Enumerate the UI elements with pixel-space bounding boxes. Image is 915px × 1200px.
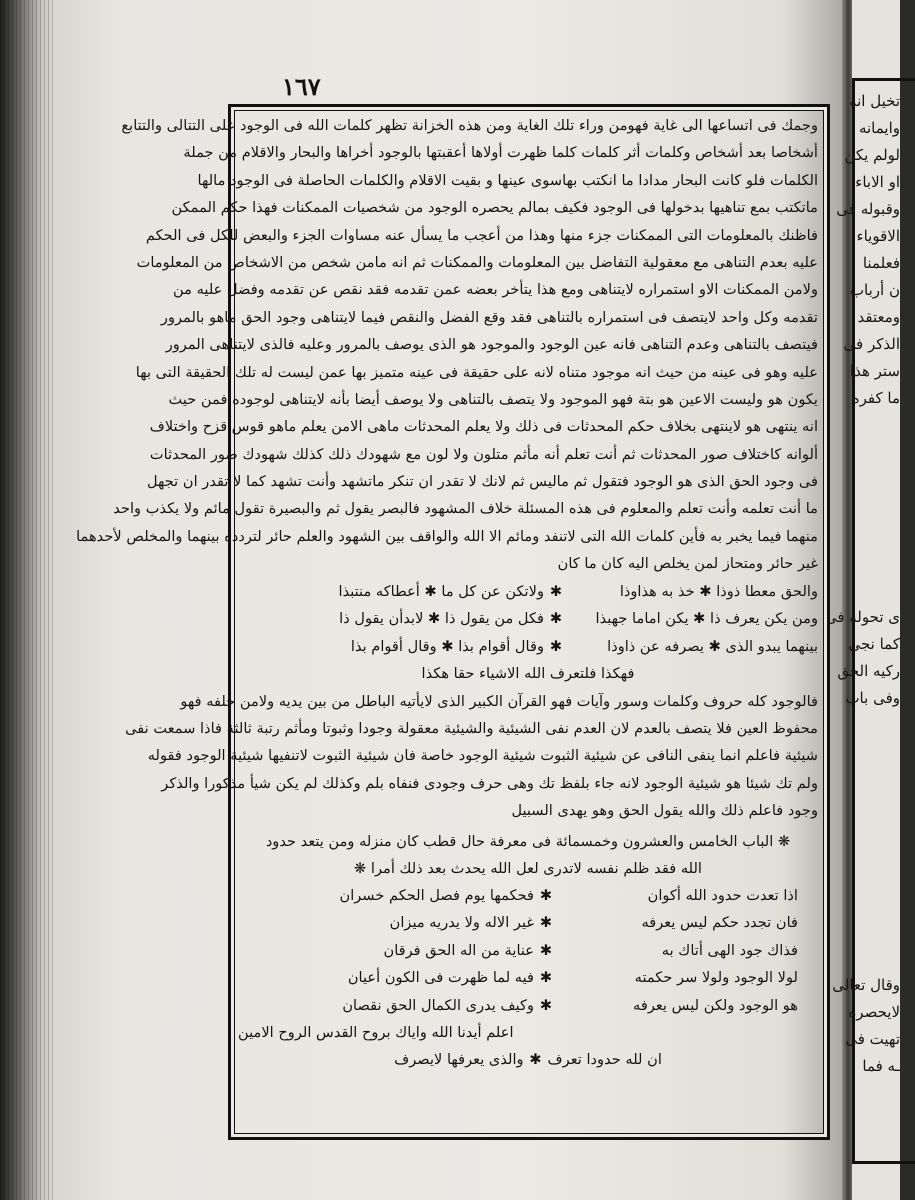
right-line: او الاباء [855, 173, 900, 191]
right-line: ن أرباب [849, 281, 900, 299]
text-line: فى وجود الحق الذى هو الوجود فتقول ثم ماليس ثم لانك لا تقدر ان تنكر ماتشهد وأنت تشهد كما لا تقدر ان تجهل [146, 473, 818, 491]
right-line: ـه فما [862, 1057, 900, 1075]
hemistich: فان تجدد حكم ليس يعرفه [641, 914, 798, 932]
right-line: الذكر فى [843, 335, 900, 353]
text-line: فاظنك بالمعلومات التى الممكنات جزء منها وهذا من أعجب ما يسأل عنه مساوات الجزء والبعض للكل فى الحكم [145, 226, 818, 244]
right-line: تهيت فى [845, 1030, 900, 1048]
hemistich: فكل من يقول ذا ✱ لابدأن يقول ذا [339, 610, 544, 628]
right-line: لولم يكن [844, 146, 900, 164]
verse-separator: ✱ [539, 996, 553, 1014]
hemistich: ومن يكن يعرف ذا ✱ يكن اماما جهبذا [595, 610, 818, 628]
hemistich: بينهما يبدو الذى ✱ يصرفه عن ذاوذا [607, 637, 818, 655]
chapter-heading-line: ❋ الباب الخامس والعشرون وخمسمائة فى معرفة حال قطب كان منزله ومن يتعد حدود [265, 832, 791, 850]
right-line: ستر هذا [849, 362, 900, 380]
hemistich: والذى يعرفها لايصرف [394, 1051, 524, 1069]
verse-row [238, 1046, 818, 1074]
text-line: غير حائر ومتحاز لمن يخلص اليه كان ما كان [557, 555, 818, 573]
verse-separator: ✱ [549, 637, 563, 655]
text-line: وجود فاعلم ذلك والله يقول الحق وهو يهدى السبيل [511, 802, 818, 820]
hemistich: فحكمها يوم فصل الحكم خسران [339, 886, 534, 904]
verse-row [238, 964, 798, 992]
verse-row [238, 882, 798, 910]
text-line: محفوظ العين فلا يتصف بالعدم لان العدم نفى الشيئية والشيئية معقولة وجودا وثبوتا ومأثم رتبة ثالثة فاذا سمعت نفى [125, 720, 818, 738]
verse-separator: ✱ [539, 914, 553, 932]
text-line: تقدمه وكل واحد لايتصف فى استمراره بالتناهى فقد وقع الفضل والنقص فيما لايتناهى وجود الحق ماهو بالمرور [160, 308, 818, 326]
text-line: ما أنت تعلمه وأنت تعلم والمعلوم فى هذه المسئلة خلاف المشهود فالبصر يقول ثم والبصيرة تقول مائم ولا يكذب واحد [113, 500, 818, 518]
hemistich: والحق معطا ذوذا ✱ خذ به هذاوذا [619, 582, 818, 600]
chapter-heading [238, 828, 818, 882]
text-line: انه ينتهى هو لاينتهى بخلاف حكم المحدثات فى ذلك ولا يعلم المحدثات ماهى الامن يعلم ماهو قوس قزح واختلاف [149, 418, 818, 436]
text-line: أشخاصا بعد أشخاص وكلمات أثر كلمات كلما ظهرت أولاها أعقبتها بالوجود أخراها والبحار والاقلام من جملة [183, 144, 818, 162]
page-body [76, 112, 818, 1074]
verse-row [238, 909, 798, 937]
right-line: ركيه الحق [837, 662, 900, 680]
verse-row [238, 937, 798, 965]
hemistich: فيه لما ظهرت فى الكون أعيان [347, 969, 534, 987]
closing-prose-line: اعلم أيدنا الله واياك بروح القدس الروح الامين [238, 1024, 514, 1042]
verse-row [238, 605, 818, 633]
right-page [824, 0, 900, 1200]
verse-separator: ✱ [549, 582, 563, 600]
verse-separator: ✱ [539, 941, 553, 959]
text-line: ولم تك شيئا هو شيئية الوجود لانه جاء بلفظ تك وهى حرف وجودى فنفاه بلم وكذلك لم يكن شيأ مذكورا والذكر [161, 774, 818, 792]
text-line: وجمك فى اتساعها الى غاية فهومن وراء تلك الغاية ومن هذه الخزانة تظهر كلمات الله فى الوجود على التتالى والتتابع [121, 117, 818, 134]
right-line: وقال تعالى [832, 976, 900, 994]
hemistich: لولا الوجود ولولا سر حكمته [634, 969, 798, 987]
prose-block-1 [76, 112, 818, 578]
right-page-text [824, 88, 900, 1080]
text-line: الكلمات فلو كانت البحار مدادا ما انكتب بهاسوى عينها و بقيت الاقلام والكلمات الحاصلة فى الوجود مالها [197, 171, 818, 189]
page-number: ١٦٧ [282, 72, 321, 101]
right-line: لايحصره [848, 1003, 900, 1021]
hemistich: هو الوجود ولكن ليس يعرفه [633, 996, 798, 1014]
hemistich: فذاك جود الهى أتاك به [661, 941, 798, 959]
right-line: ى تحوله فى [824, 608, 900, 626]
right-line: وفى باب [845, 689, 900, 707]
right-line: وايمانه [858, 119, 900, 137]
right-line: تخيل انه [849, 92, 900, 110]
text-line: فيتصف بالتناهى وعدم التناهى فانه عين الوجود والموجود هو الذى يوصف بالمرور وعليه فالذى لايتناهى المرور [165, 336, 818, 354]
chapter-heading-line: الله فقد ظلم نفسه لاتدرى لعل الله يحدث بعد ذلك أمرا ❋ [354, 859, 702, 877]
text-line: ألوانه كاختلاف صور المحدثات ثم أنت تعلم أنه مأثم متلون ولا لون مع شهودك ذلك كذلك شهودك صور المحدثات [149, 445, 818, 463]
poem-1 [238, 578, 818, 688]
text-line: ولامن الممكنات الاو استمراره لايتناهى ومع هذا يتأخر بعضه عمن تقدمه فقد نقص عن تقدمه وفضل عليه من [173, 281, 818, 299]
text-line: ماتكتب بمع تناهيها بدخولها فى الوجود فكيف بمالم يحصره الوجود من شخصيات الممكنات فهذا حكم الممكن [171, 199, 818, 217]
hemistich: وقال أقوام بذا ✱ وقال أقوام بذا [350, 637, 544, 655]
text-line: عليه بعدم التناهى مع معقولية التفاضل بين المعلومات والممكنات ثم انه مامن شخص من الاشخاص من المعلومات [136, 253, 818, 271]
verse-row [238, 992, 798, 1020]
prose-block-2 [125, 688, 818, 825]
hemistich: غير الاله ولا يدريه ميزان [389, 914, 534, 932]
verse-separator: ✱ [539, 886, 553, 904]
verse-separator: ✱ [529, 1051, 542, 1069]
right-line: ما كفره [851, 389, 900, 407]
text-line: فالوجود كله حروف وكلمات وسور وآيات فهو القرآن الكبير الذى لايأتيه الباطل من بين يديه ولامن خلفه فهو [180, 692, 818, 710]
hemistich: اذا تعدت حدود الله أكوان [647, 886, 798, 904]
verse-row [238, 633, 818, 661]
verse-separator: ✱ [549, 610, 563, 628]
right-line: فعلمنا [862, 254, 900, 272]
right-line: وقبوله فى [836, 200, 900, 218]
hemistich: ان لله حدودا تعرف [547, 1051, 662, 1069]
verse-separator: ✱ [539, 969, 553, 987]
book-page-edges [0, 0, 60, 1200]
hemistich: ولاتكن عن كل ما ✱ أعطاكه منتبذا [338, 582, 544, 600]
text-line: شيئية فاعلم انما ينفى النافى عن شيئية الثبوت شيئية الوجود خاصة فان شيئية الثبوت لاتنفيها شيئية الوجود فقوله [147, 747, 818, 765]
text-line: عليه وهو فى عينه من حيث انه موجود متناه لانه على حقيقة فى عينه متميز بها عمن ليست له تلك الحقيقة التى بها [135, 363, 818, 381]
hemistich: وكيف يدرى الكمال الحق نقصان [342, 996, 534, 1014]
text-line: يكون هو وليست الاعين هو بتة فهو الموجود ولا يتصف بالتناهى ولا يوصف أيضا بأنه لايتناهى لوجوده فمن حيث [168, 390, 818, 408]
verse-row [238, 578, 818, 606]
right-line: كما نجى [848, 635, 900, 653]
hemistich: عناية من اله الحق فرقان [383, 941, 534, 959]
verse-closing-line: فهكذا فلتعرف الله الاشياء حقا هكذا [421, 665, 635, 683]
right-line: ومعتقد [857, 308, 900, 326]
poem-2 [238, 882, 818, 1020]
right-line: الاقوياء [856, 227, 900, 245]
text-line: منهما فيما يخبر به فأين كلمات الله التى لاتنفد ومائم الا الله والواقف بين الشهود والعلم حائر لتردده بينهما والمخلص لأحدهما [76, 527, 818, 545]
